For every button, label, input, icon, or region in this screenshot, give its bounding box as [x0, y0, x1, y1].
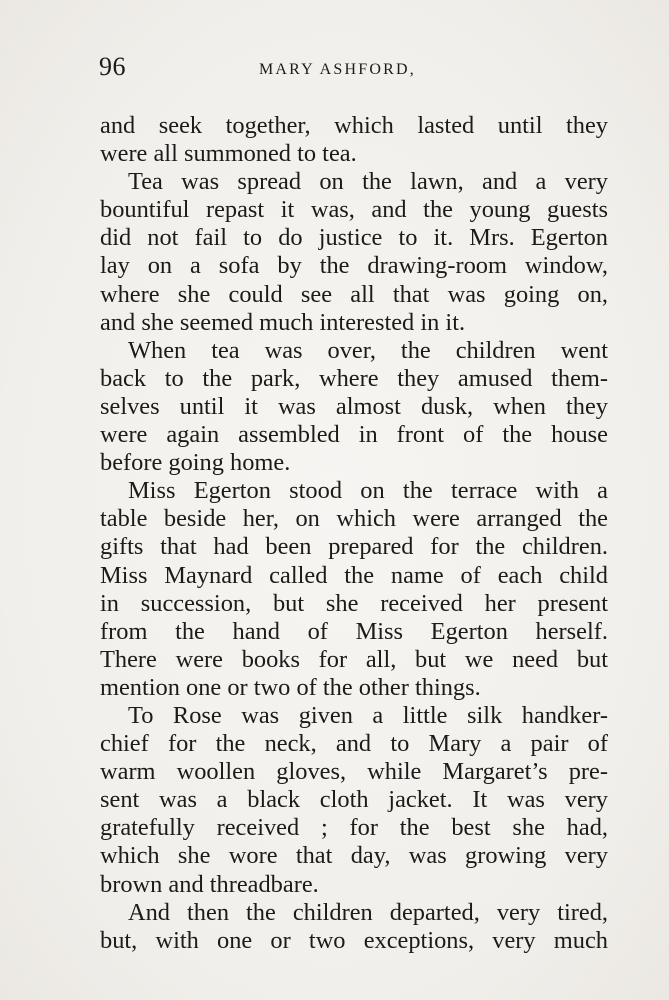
- text-line: When tea was over, the children went: [128, 336, 608, 364]
- page-number: 96: [99, 52, 126, 81]
- text-line: were all summoned to tea.: [100, 140, 357, 168]
- text-line: back to the park, where they amused them-: [100, 364, 608, 392]
- text-line: bountiful repast it was, and the young guests: [100, 196, 608, 224]
- text-line: And then the children departed, very tired,: [128, 898, 608, 926]
- text-line: sent was a black cloth jacket. It was very: [100, 786, 608, 814]
- text-line: lay on a sofa by the drawing-room window,: [100, 252, 608, 280]
- text-line: before going home.: [100, 449, 291, 477]
- text-line: but, with one or two exceptions, very much: [100, 926, 608, 954]
- body-text: [100, 112, 608, 955]
- text-line: brown and threadbare.: [100, 870, 319, 898]
- paragraph: [100, 168, 608, 337]
- text-line: selves until it was almost dusk, when they: [100, 392, 608, 420]
- paragraph: [100, 477, 608, 702]
- text-line: and she seemed much interested in it.: [100, 308, 466, 336]
- text-line: which she wore that day, was growing very: [100, 842, 608, 870]
- running-title: MARY ASHFORD,: [259, 61, 416, 78]
- paragraph: [100, 899, 608, 955]
- paragraph: [100, 337, 608, 477]
- text-line: Miss Egerton stood on the terrace with a: [128, 477, 608, 505]
- text-line: were again assembled in front of the house: [100, 421, 608, 449]
- text-line: table beside her, on which were arranged the: [100, 505, 608, 533]
- text-line: from the hand of Miss Egerton herself.: [100, 617, 608, 645]
- text-line: Miss Maynard called the name of each child: [100, 561, 608, 589]
- text-line: where she could see all that was going on,: [100, 280, 608, 308]
- text-line: gifts that had been prepared for the children.: [100, 533, 608, 561]
- text-line: To Rose was given a little silk handker-: [128, 701, 608, 729]
- text-line: gratefully received ; for the best she had,: [100, 814, 608, 842]
- text-line: chief for the neck, and to Mary a pair of: [100, 730, 608, 758]
- text-line: did not fail to do justice to it. Mrs. Egerton: [100, 224, 608, 252]
- paragraph: [100, 702, 608, 899]
- text-line: There were books for all, but we need but: [100, 645, 608, 673]
- text-line: in succession, but she received her present: [100, 589, 608, 617]
- text-line: and seek together, which lasted until they: [100, 112, 608, 139]
- text-line: Tea was spread on the lawn, and a very: [128, 168, 608, 196]
- page-header: [99, 52, 607, 86]
- paragraph: [100, 112, 608, 168]
- text-line: mention one or two of the other things.: [100, 673, 481, 701]
- text-line: warm woollen gloves, while Margaret’s pre-: [100, 758, 608, 786]
